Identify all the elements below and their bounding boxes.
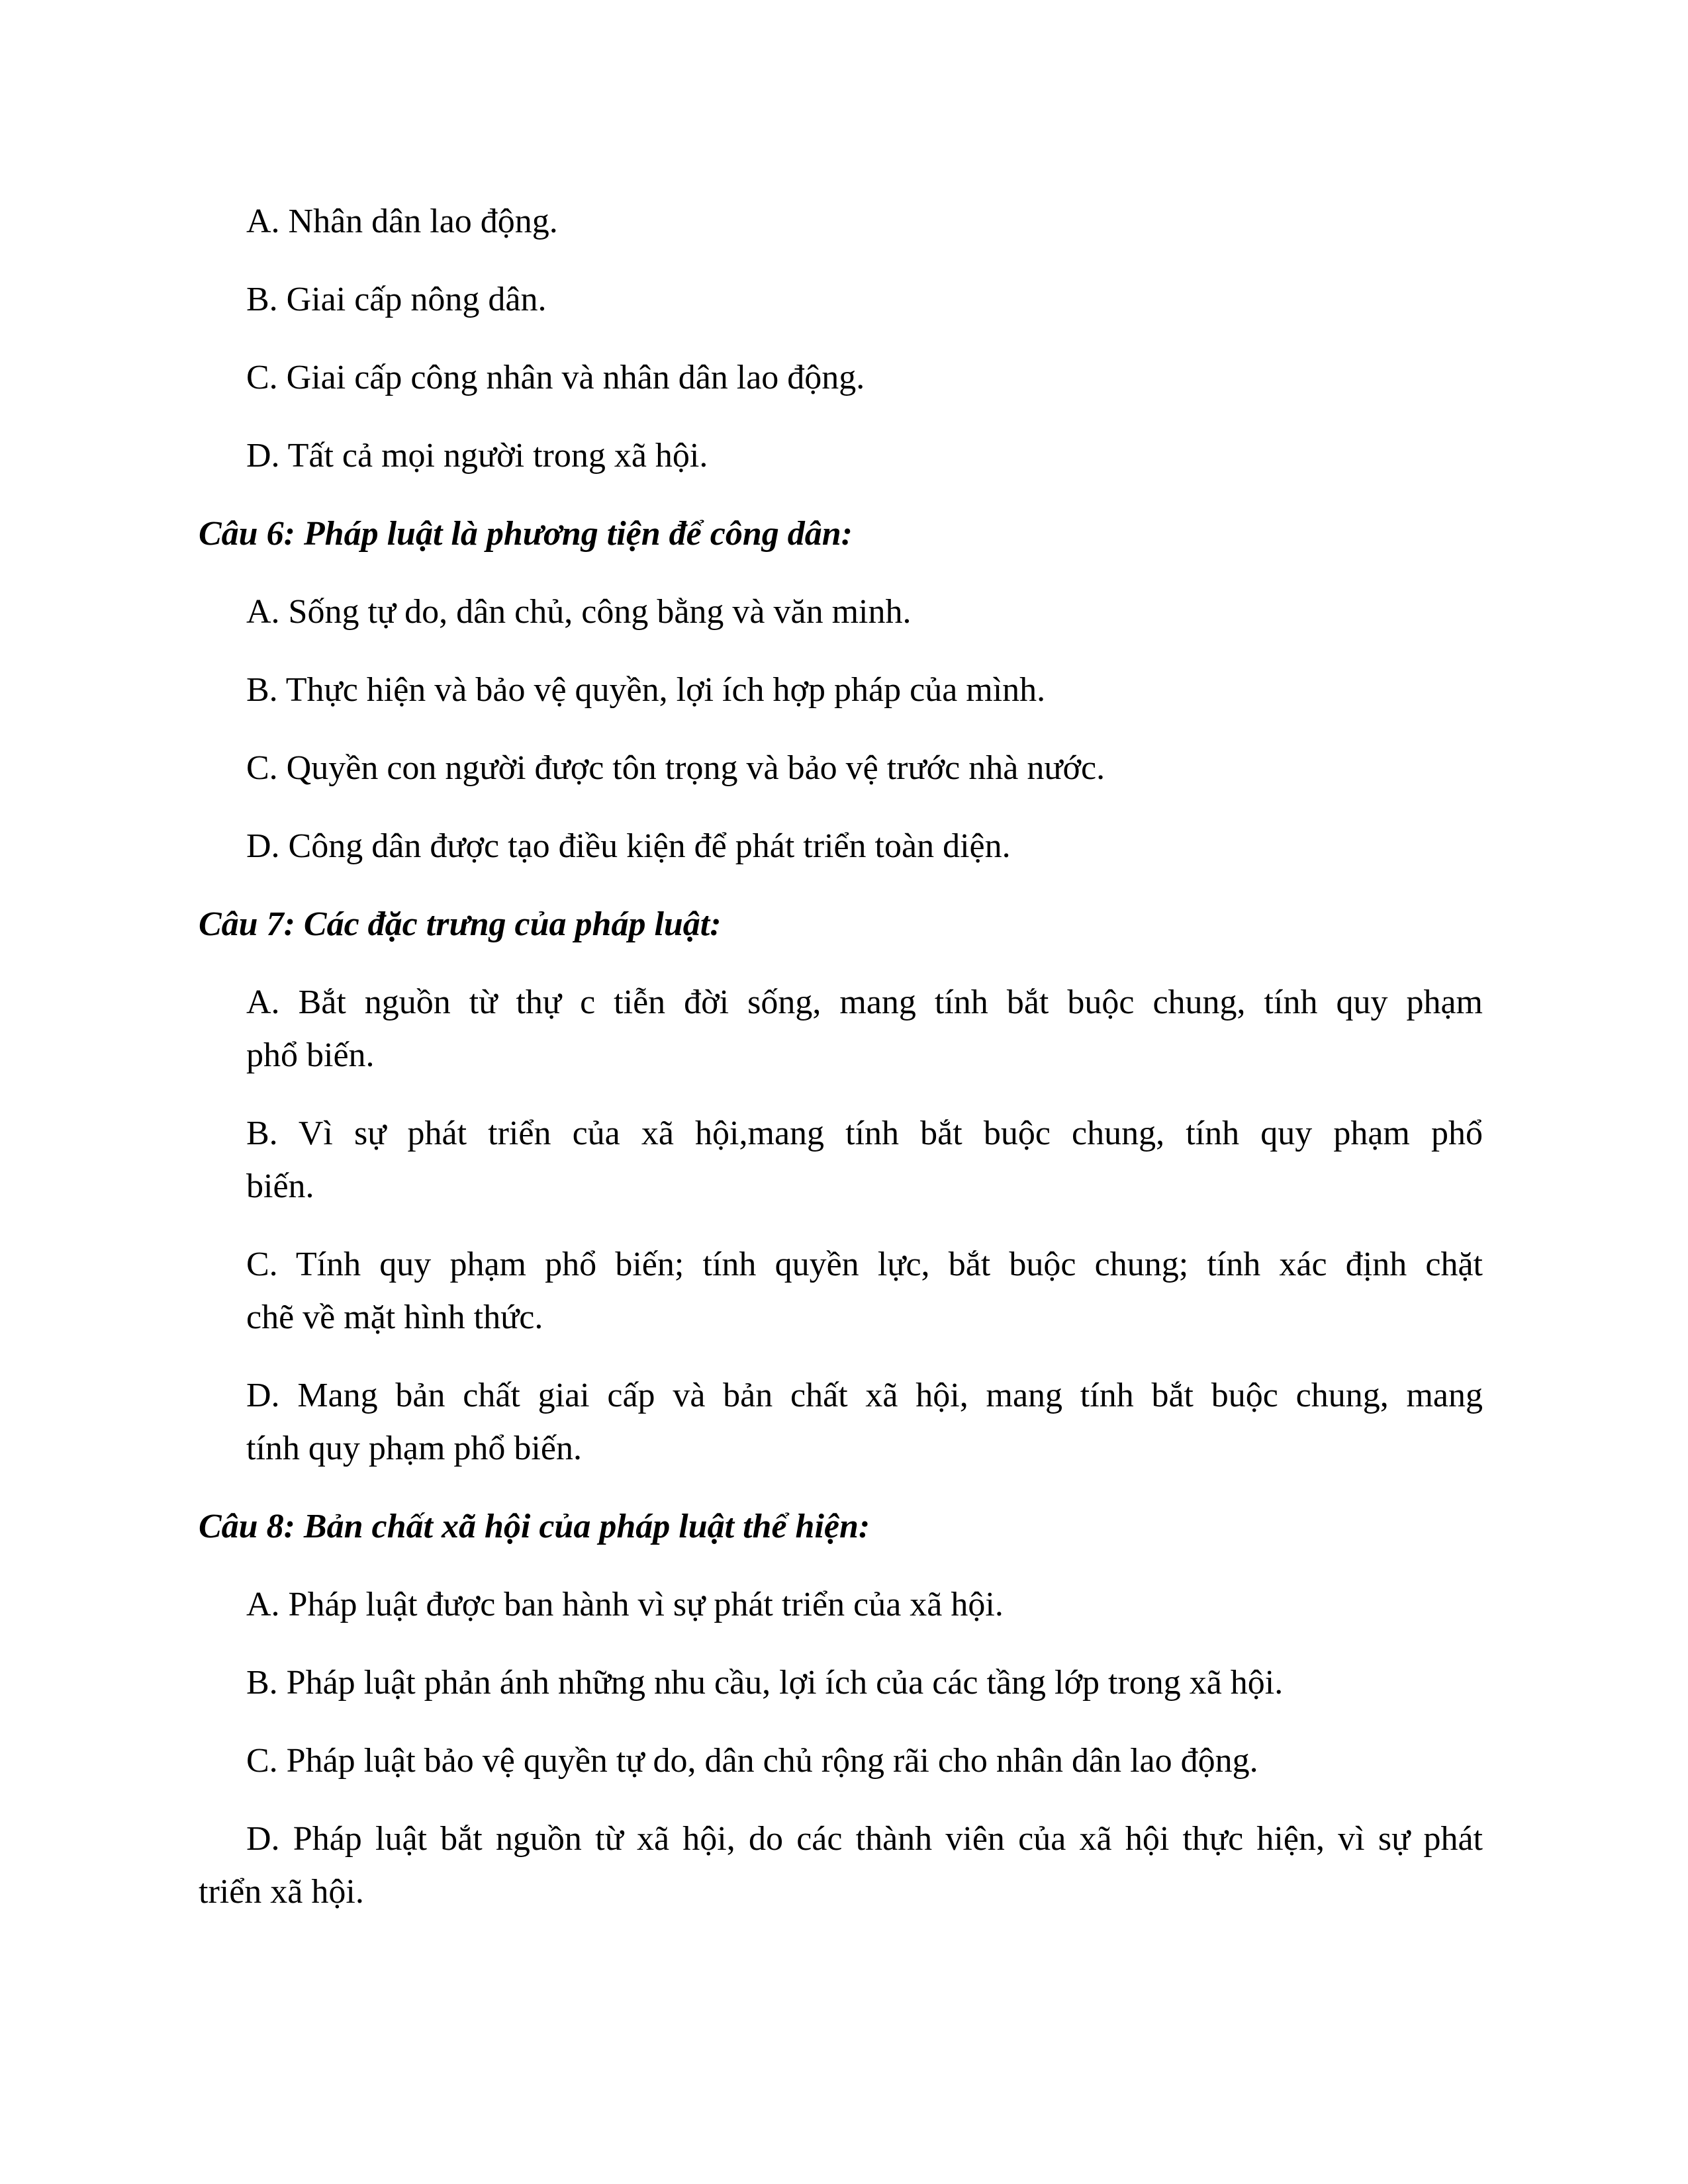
- q5-option-d: D. Tất cả mọi người trong xã hội.: [246, 437, 708, 475]
- q6-option-a: A. Sống tự do, dân chủ, công bằng và văn minh.: [246, 593, 912, 631]
- q8-option-c: C. Pháp luật bảo vệ quyền tự do, dân chủ rộng rãi cho nhân dân lao động.: [246, 1742, 1258, 1780]
- q8-option-d-line2: triển xã hội.: [199, 1873, 364, 1911]
- q5-option-c: C. Giai cấp công nhân và nhân dân lao động.: [246, 359, 865, 396]
- q7-option-b-line1: B. Vì sự phát triển của xã hội,mang tính bắt buộc chung, tính quy phạm phổ: [246, 1115, 1483, 1152]
- q6-option-c: C. Quyền con người được tôn trọng và bảo vệ trước nhà nước.: [246, 749, 1105, 787]
- q7-option-a-line2: phổ biến.: [246, 1036, 375, 1074]
- q5-option-b: B. Giai cấp nông dân.: [246, 281, 547, 318]
- q6-option-b: B. Thực hiện và bảo vệ quyền, lợi ích hợp pháp của mình.: [246, 671, 1046, 709]
- q6-title: Câu 6: Pháp luật là phương tiện để công dân:: [199, 515, 853, 553]
- q7-option-d-line2: tính quy phạm phổ biến.: [246, 1430, 582, 1467]
- q8-option-d-line1: D. Pháp luật bắt nguồn từ xã hội, do các thành viên của xã hội thực hiện, vì sự phát: [246, 1820, 1483, 1858]
- q7-option-d-line1: D. Mang bản chất giai cấp và bản chất xã hội, mang tính bắt buộc chung, mang: [246, 1377, 1483, 1414]
- q6-option-d: D. Công dân được tạo điều kiện để phát triển toàn diện.: [246, 827, 1011, 865]
- q7-option-c-line2: chẽ về mặt hình thức.: [246, 1298, 543, 1336]
- q7-title: Câu 7: Các đặc trưng của pháp luật:: [199, 905, 722, 943]
- q8-option-a: A. Pháp luật được ban hành vì sự phát triển của xã hội.: [246, 1586, 1004, 1623]
- q7-option-a-line1: A. Bắt nguồn từ thự c tiễn đời sống, mang tính bắt buộc chung, tính quy phạm: [246, 983, 1483, 1021]
- q8-title: Câu 8: Bản chất xã hội của pháp luật thể hiện:: [199, 1508, 870, 1545]
- q5-option-a: A. Nhân dân lao động.: [246, 203, 558, 240]
- q7-option-b-line2: biến.: [246, 1167, 314, 1205]
- q8-option-b: B. Pháp luật phản ánh những nhu cầu, lợi ích của các tầng lớp trong xã hội.: [246, 1664, 1284, 1702]
- q7-option-c-line1: C. Tính quy phạm phổ biến; tính quyền lực, bắt buộc chung; tính xác định chặt: [246, 1246, 1483, 1283]
